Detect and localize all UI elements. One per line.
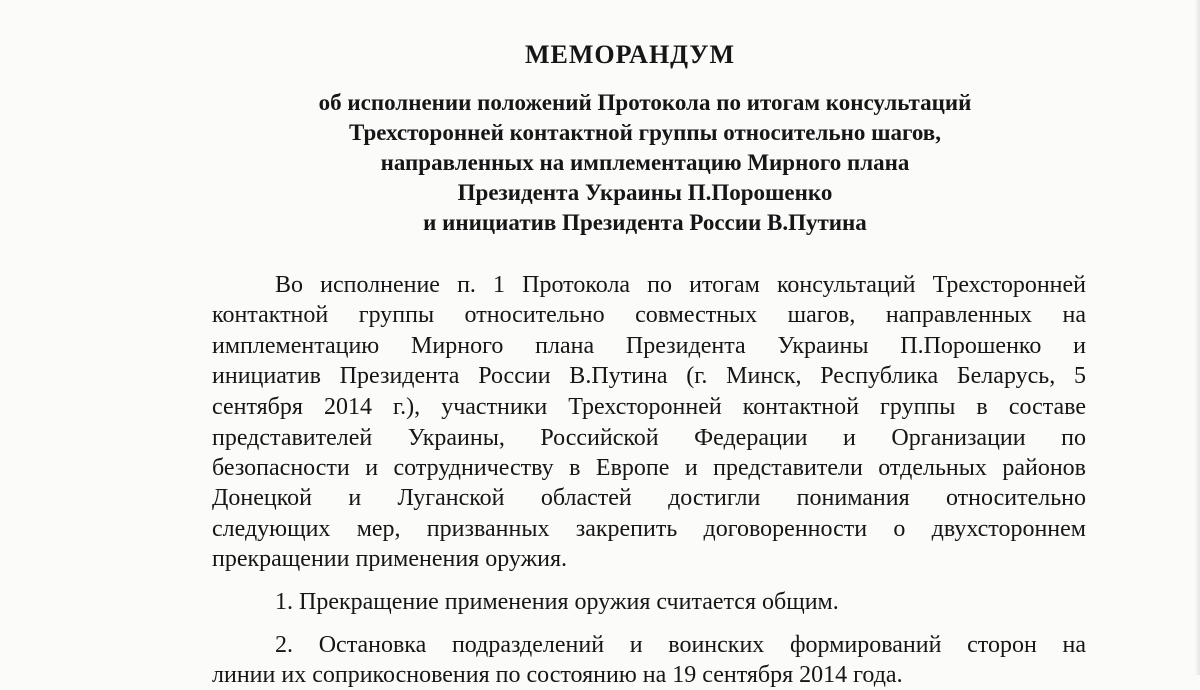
- subtitle-line-1: об исполнении положений Протокола по итогам консультаций: [318, 90, 972, 115]
- memorandum-title: МЕМОРАНДУМ: [524, 40, 736, 69]
- intro-line-10: прекращении применения оружия.: [212, 546, 568, 572]
- item-2-line-2: линии их соприкосновения по состоянию на 19 сентября 2014 года.: [212, 662, 903, 688]
- intro-line-6: представителей Украины, Российской Федерации и Организации по: [212, 425, 1086, 451]
- intro-line-8: Донецкой и Луганской областей достигли понимания относительно: [212, 485, 1086, 511]
- intro-line-3: имплементацию Мирного плана Президента Украины П.Порошенко и: [212, 333, 1086, 359]
- item-2-line-1: 2. Остановка подразделений и воинских формирований сторон на: [275, 632, 1086, 658]
- scan-edge-shadow: [1194, 0, 1200, 675]
- intro-line-4: инициатив Президента России В.Путина (г. Минск, Республика Беларусь, 5: [212, 363, 1086, 389]
- intro-line-2: контактной группы относительно совместных шагов, направленных на: [212, 302, 1086, 328]
- item-1: 1. Прекращение применения оружия считается общим.: [275, 589, 839, 615]
- intro-line-9: следующих мер, призванных закрепить договоренности о двухстороннем: [212, 516, 1086, 542]
- subtitle-line-3: направленных на имплементацию Мирного плана: [380, 150, 910, 175]
- intro-line-5: сентября 2014 г.), участники Трехсторонней контактной группы в составе: [212, 394, 1086, 420]
- intro-line-1: Во исполнение п. 1 Протокола по итогам консультаций Трехсторонней: [275, 272, 1086, 298]
- intro-line-7: безопасности и сотрудничеству в Европе и представители отдельных районов: [212, 455, 1086, 481]
- subtitle-line-4: Президента Украины П.Порошенко: [457, 180, 833, 205]
- subtitle-line-2: Трехсторонней контактной группы относительно шагов,: [349, 120, 941, 145]
- subtitle-line-5: и инициатив Президента России В.Путина: [423, 210, 867, 235]
